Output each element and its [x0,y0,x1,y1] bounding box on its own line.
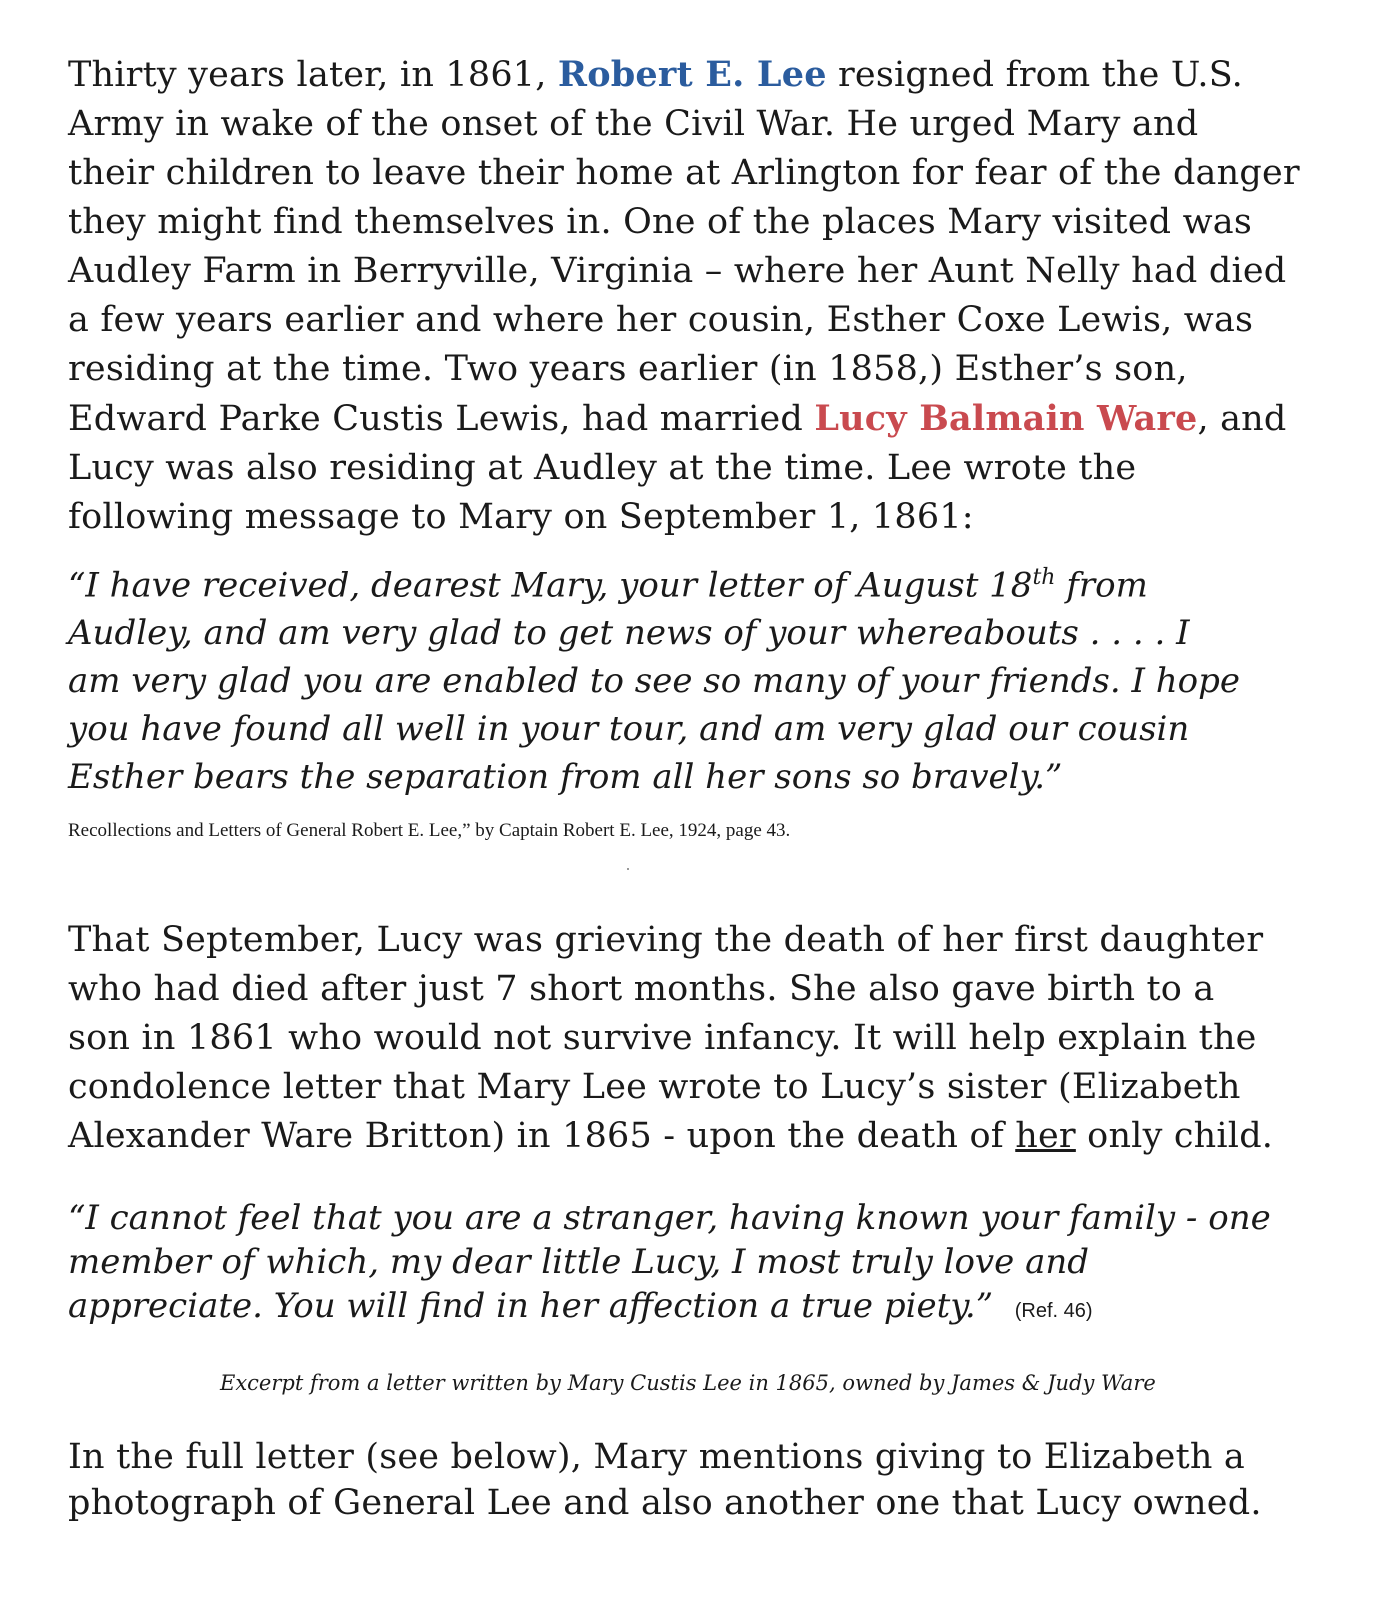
quote-line: am very glad you are enabled to see so many of your friends. I hope [68,661,1240,702]
text-span: Edward Parke Custis Lewis, had married [68,399,815,439]
text-span: “I have received, dearest Mary, your letter of August 18 [68,565,1033,606]
text-line: condolence letter that Mary Lee wrote to Lucy’s sister (Elizabeth [68,1067,1241,1107]
text-line: a few years earlier and where her cousin, Esther Coxe Lewis, was [68,300,1254,340]
text-line [68,50,1368,100]
quote-line [68,554,1368,609]
text-line: son in 1861 who would not survive infancy. It will help explain the [68,1018,1257,1058]
underlined-word: her [1015,1116,1076,1156]
citation: Recollections and Letters of General Robert E. Lee,” by Captain Robert E. Lee, 1924, page 43. [68,820,791,841]
text-line [68,394,1368,444]
text-line: residing at the time. Two years earlier (in 1858,) Esther’s son, [68,349,1188,389]
quote-line: Esther bears the separation from all her sons so bravely.” [68,757,1063,798]
text-line: photograph of General Lee and also another one that Lucy owned. [68,1483,1262,1523]
text-span: from [1055,565,1148,606]
mary-lee-letter-quote [68,1196,1378,1333]
text-line: In the full letter (see below), Mary mentions giving to Elizabeth a [68,1437,1245,1477]
text-span: Thirty years later, in 1861, [68,55,558,95]
text-span: , and [1197,399,1287,439]
robert-e-lee-name: Robert E. Lee [557,54,827,95]
quote-line: “I cannot feel that you are a stranger, having known your family - one [68,1198,1271,1238]
lucy-balmain-ware-name: Lucy Balmain Ware [814,398,1198,439]
text-span: only child. [1075,1116,1274,1156]
intro-paragraph [68,50,1368,542]
text-span: appreciate. You will find in her affection a true piety.” [68,1286,994,1326]
text-line: they might find themselves in. One of the places Mary visited was [68,202,1252,242]
text-line: Audley Farm in Berryville, Virginia – where her Aunt Nelly had died [68,251,1287,291]
text-line: Army in wake of the onset of the Civil War. He urged Mary and [68,104,1199,144]
closing-paragraph [68,1434,1368,1526]
quote-line: Audley, and am very glad to get news of your whereabouts . . . . I [68,613,1190,654]
reference-tag: (Ref. 46) [1014,1300,1093,1322]
quote-line: you have found all well in your tour, and am very glad our cousin [68,709,1190,750]
text-line: who had died after just 7 short months. She also gave birth to a [68,969,1215,1009]
letter-excerpt-caption: Excerpt from a letter written by Mary Custis Lee in 1865, owned by James & Judy Ware [220,1371,1156,1395]
quote-line: member of which, my dear little Lucy, I most truly love and [68,1242,1089,1282]
text-line: following message to Mary on September 1, 1861: [68,497,974,537]
text-line: That September, Lucy was grieving the death of her first daughter [68,920,1264,960]
text-line: their children to leave their home at Arlington for fear of the danger [68,153,1300,193]
text-line [68,1112,1368,1161]
lee-letter-quote [68,554,1368,801]
quote-line [68,1284,1378,1333]
text-line: Lucy was also residing at Audley at the time. Lee wrote the [68,448,1137,488]
second-paragraph [68,916,1368,1161]
text-span: Alexander Ware Britton) in 1865 - upon the death of [68,1116,1016,1156]
text-span: resigned from the U.S. [826,55,1243,95]
speck [627,868,629,870]
superscript: th [1032,565,1056,590]
